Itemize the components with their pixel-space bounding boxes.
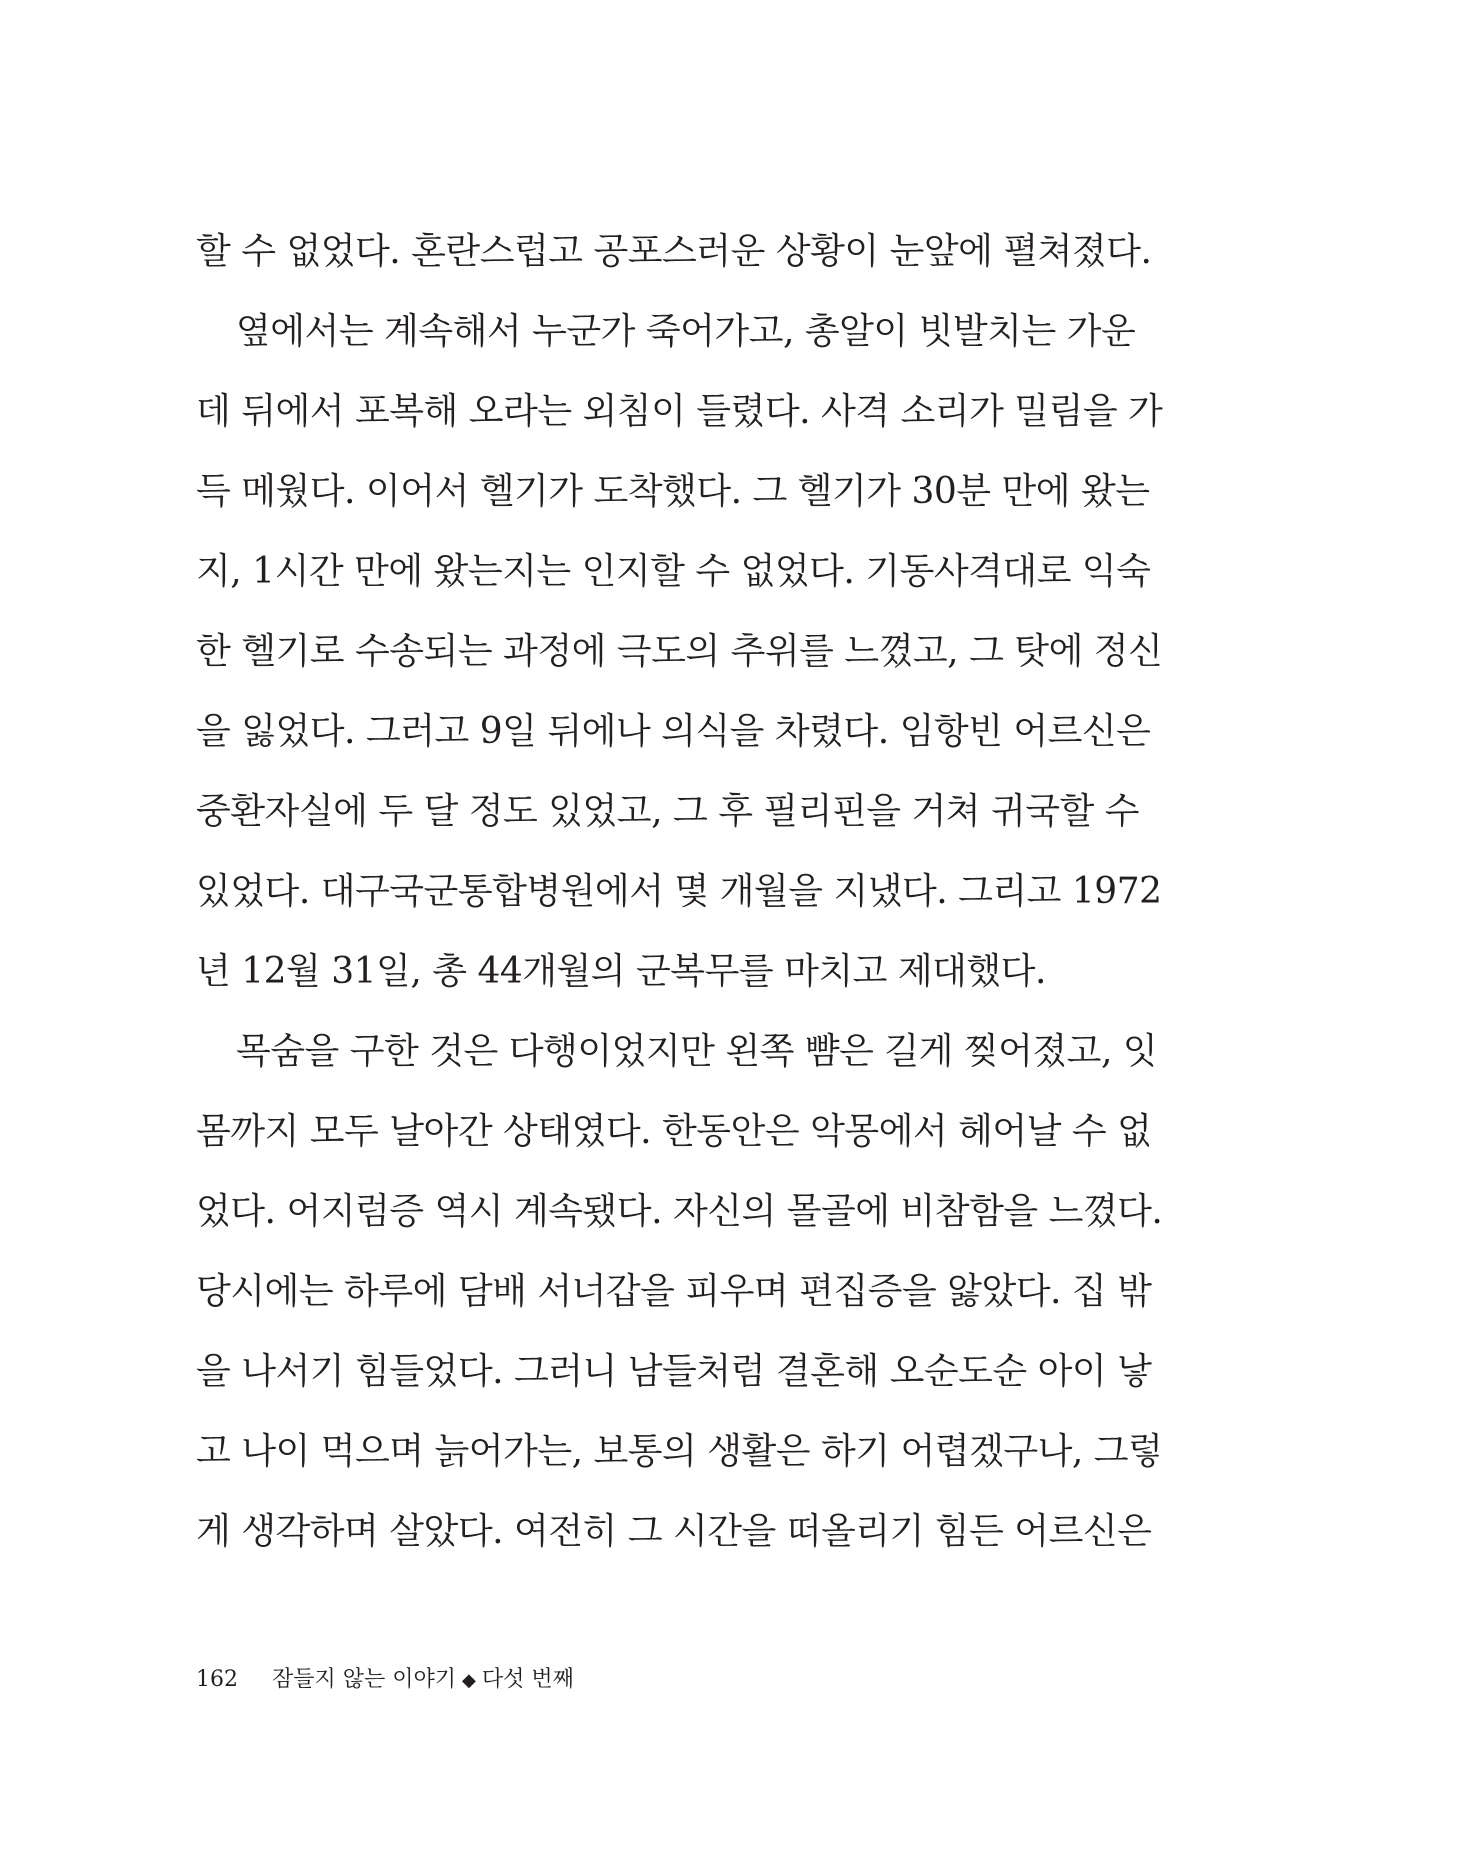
text-line: 할 수 없었다. 혼란스럽고 공포스러운 상황이 눈앞에 펼쳐졌다. (196, 231, 1152, 272)
text-line: 있었다. 대구국군통합병원에서 몇 개월을 지냈다. 그리고 1972 (196, 871, 1162, 912)
page-number: 162 (196, 1667, 238, 1692)
text-line: 게 생각하며 살았다. 여전히 그 시간을 떠올리기 힘든 어르신은 (196, 1511, 1152, 1552)
text-line: 지, 1시간 만에 왔는지는 인지할 수 없었다. 기동사격대로 익숙 (196, 551, 1151, 592)
text-line: 을 잃었다. 그러고 9일 뒤에나 의식을 차렸다. 임항빈 어르신은 (196, 711, 1151, 752)
text-line: 었다. 어지럼증 역시 계속됐다. 자신의 몰골에 비참함을 느꼈다. (196, 1191, 1163, 1232)
text-line: 중환자실에 두 달 정도 있었고, 그 후 필리핀을 거쳐 귀국할 수 (196, 791, 1140, 832)
text-line: 당시에는 하루에 담배 서너갑을 피우며 편집증을 앓았다. 집 밖 (196, 1271, 1152, 1312)
paragraph-end-line: 년 12월 31일, 총 44개월의 군복무를 마치고 제대했다. (196, 951, 1046, 992)
paragraph-start-line: 옆에서는 계속해서 누군가 죽어가고, 총알이 빗발치는 가운 (236, 311, 1136, 352)
volume-label: 다섯 번째 (481, 1667, 574, 1692)
page-footer (196, 1665, 574, 1696)
text-line: 데 뒤에서 포복해 오라는 외침이 들렸다. 사격 소리가 밀림을 가 (196, 391, 1163, 432)
text-line: 을 나서기 힘들었다. 그러니 남들처럼 결혼해 오순도순 아이 낳 (196, 1351, 1152, 1392)
book-title: 잠들지 않는 이야기 (272, 1667, 457, 1692)
text-line: 몸까지 모두 날아간 상태였다. 한동안은 악몽에서 헤어날 수 없 (196, 1111, 1152, 1152)
diamond-icon: ◆ (462, 1670, 476, 1691)
text-line: 한 헬기로 수송되는 과정에 극도의 추위를 느꼈고, 그 탓에 정신 (196, 631, 1163, 672)
body-text (196, 212, 1163, 1572)
paragraph-start-line: 목숨을 구한 것은 다행이었지만 왼쪽 뺨은 길게 찢어졌고, 잇 (236, 1031, 1158, 1072)
text-line: 득 메웠다. 이어서 헬기가 도착했다. 그 헬기가 30분 만에 왔는 (196, 471, 1150, 512)
text-line: 고 나이 먹으며 늙어가는, 보통의 생활은 하기 어렵겠구나, 그렇 (196, 1431, 1163, 1472)
